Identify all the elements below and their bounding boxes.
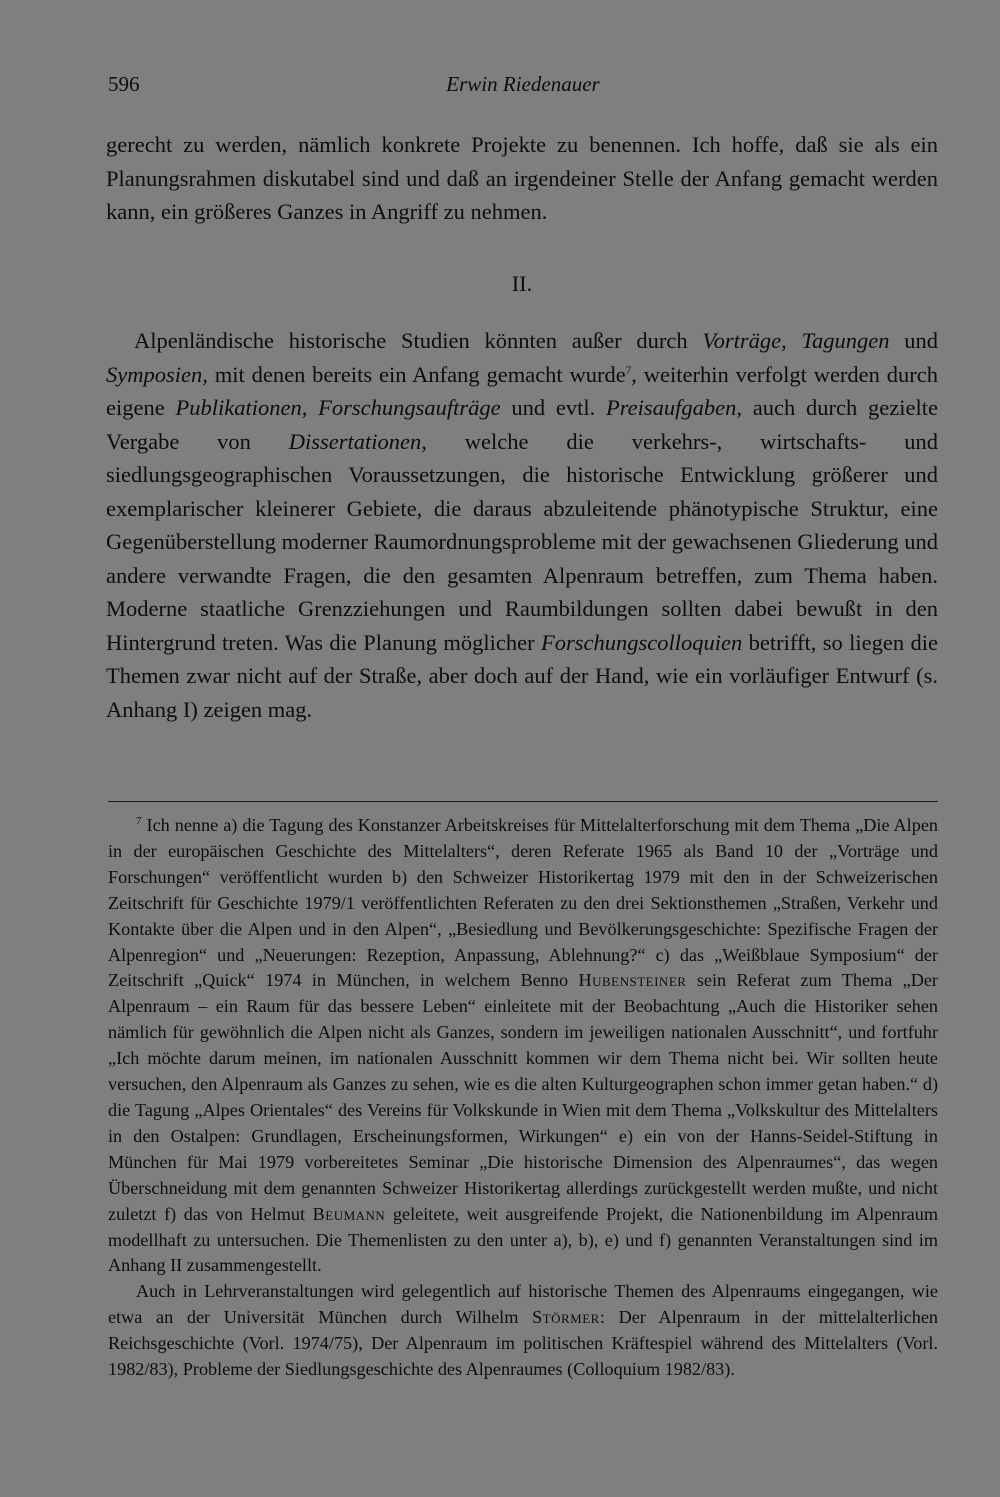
paragraph-2 <box>106 324 938 726</box>
footnote-continuation <box>108 1279 938 1383</box>
footnotes <box>108 813 938 1383</box>
section-heading: II. <box>511 270 533 296</box>
footnote-reference[interactable]: 7 <box>625 364 632 376</box>
italic-term: Symposien, <box>106 361 208 387</box>
italic-term: Publikationen, Forschungsaufträge <box>175 395 501 420</box>
footnote-number: 7 <box>136 814 142 827</box>
italic-term: Preisaufgaben, <box>606 395 743 420</box>
text-span: sein Referat zum Thema „Der Alpenraum – ein Raum für das bessere Leben“ einleitete mit der Beobachtung „Auch die Historiker sehen nämlich für gewöhnlich die Alpen nicht als Ganzes, sondern im jeweiligen nationalen Ausschnitt“, und fortfuhr „Ich möchte darum meinen, im nationalen Ausschnitt kommen wir dem Thema nicht bei. Wir sollten heute versuchen, den Alpenraum als Ganzes zu sehen, wie es die alten Kulturgeographen schon immer getan haben.“ d) die Tagung „Alpes Orientales“ des Vereins für Volkskunde in Wien mit dem Thema „Volkskultur des Mittelalters in den Ostalpen: Grundlagen, Erscheinungsformen, Wirkungen“ e) ein von der Hanns-Seidel-Stiftung in München für Mai 1979 vorbereitetes Seminar „Die historische Dimension des Alpenraumes“, das wegen Überschneidung mit dem genannten Schweizer Historikertag allerdings zurückgestellt werden mußte, und nicht zuletzt f) das von Helmut <box>108 970 938 1224</box>
text-span: und <box>889 328 939 353</box>
paragraph-1: gerecht zu werden, nämlich konkrete Projekte zu benennen. Ich hoffe, daß sie als ein Planungsrahmen diskutabel sind und daß an irgendeiner Stelle der Anfang gemacht werden kann, ein größeres Ganzes in Angriff zu nehmen. <box>106 132 938 224</box>
text-span: Auch in Lehrveranstaltungen wird gelegentlich auf historische Themen des Alpenraums eingegangen, wie etwa an der Universität München durch Wilhelm <box>108 1281 938 1328</box>
text-span: , weiterhin verfolgt werden durch eigene <box>106 361 938 420</box>
text-span: geleitete, weit ausgreifende Projekt, die Nationenbildung im Alpenraum modellhaft zu untersuchen. Die Themenlisten zu den unter a), b), e) und f) genannten Veranstaltungen sind im Anhang II zusammengestellt. <box>108 1203 938 1276</box>
italic-term: Dissertationen, <box>288 428 427 454</box>
text-span: : Der Alpenraum in der mittelalterlichen Reichsgeschichte (Vorl. 1974/75), Der Alpenraum im politischen Kräftespiel während des Mittelalters (Vorl. 1982/83), Probleme der Siedlungsgeschichte des Alpenraumes (Colloquium 1982/83). <box>108 1307 938 1380</box>
text-span: Ich nenne a) die Tagung des Konstanzer Arbeitskreises für Mittelalterforschung mit dem Thema „Die Alpen in der europäischen Geschichte des Mittelalters“, deren Referate 1965 als Band 10 der „Vorträge und Forschungen“ veröffentlicht wurden b) den Schweizer Historikertag 1979 mit den in der Schweizerischen Zeitschrift für Geschichte 1979/1 veröffentlichten Referaten zu den drei Sektionsthemen „Straßen, Verkehr und Kontakte über die Alpen und in den Alpen“, „Besiedlung und Bevölkerungsgeschichte: Spezifische Fragen der Alpenregion“ und „Neuerungen: Rezeption, Anpassung, Ablehnung?“ c) das „Weißblaue Symposium“ der Zeitschrift „Quick“ 1974 in München, in welchem Benno <box>108 815 938 991</box>
footnote-divider <box>108 801 938 802</box>
text-span: betrifft, so liegen die Themen zwar nicht auf der Straße, aber doch auf der Hand, wie ein vorläufiger Entwurf (s. Anhang I) zeigen mag. <box>106 629 939 722</box>
text-span: mit denen bereits ein Anfang gemacht wurde <box>207 361 626 387</box>
main-text <box>106 128 938 726</box>
text-span: und evtl. <box>500 395 607 420</box>
running-header <box>108 66 938 100</box>
italic-term: Forschungscolloquien <box>541 629 743 655</box>
running-title: Erwin Riedenauer <box>446 72 600 96</box>
footnote-7 <box>108 813 938 1279</box>
author-name: Beumann <box>312 1203 386 1224</box>
author-name: Hubensteiner <box>578 970 687 991</box>
text-span: auch durch gezielte Vergabe von <box>106 395 938 454</box>
text-span: welche die verkehrs-, wirtschafts- und siedlungsgeographischen Voraussetzungen, die historische Entwicklung größerer und exemplarischer kleinerer Gebiete, die daraus abzuleitende phänotypische Struktur, eine Gegenüberstellung moderner Raumordnungsprobleme mit der gewachsenen Gliederung und andere verwandte Fragen, die den gesamten Alpenraum betreffen, zum Thema haben. Moderne staatliche Grenzziehungen und Raumbildungen sollten dabei bewußt in den Hintergrund treten. Was die Planung möglicher <box>106 428 938 655</box>
text-span: Alpenländische historische Studien könnten außer durch <box>134 328 703 353</box>
author-name: Störmer <box>532 1307 600 1328</box>
italic-term: Vorträge, Tagungen <box>702 328 890 353</box>
page-number: 596 <box>108 72 140 96</box>
